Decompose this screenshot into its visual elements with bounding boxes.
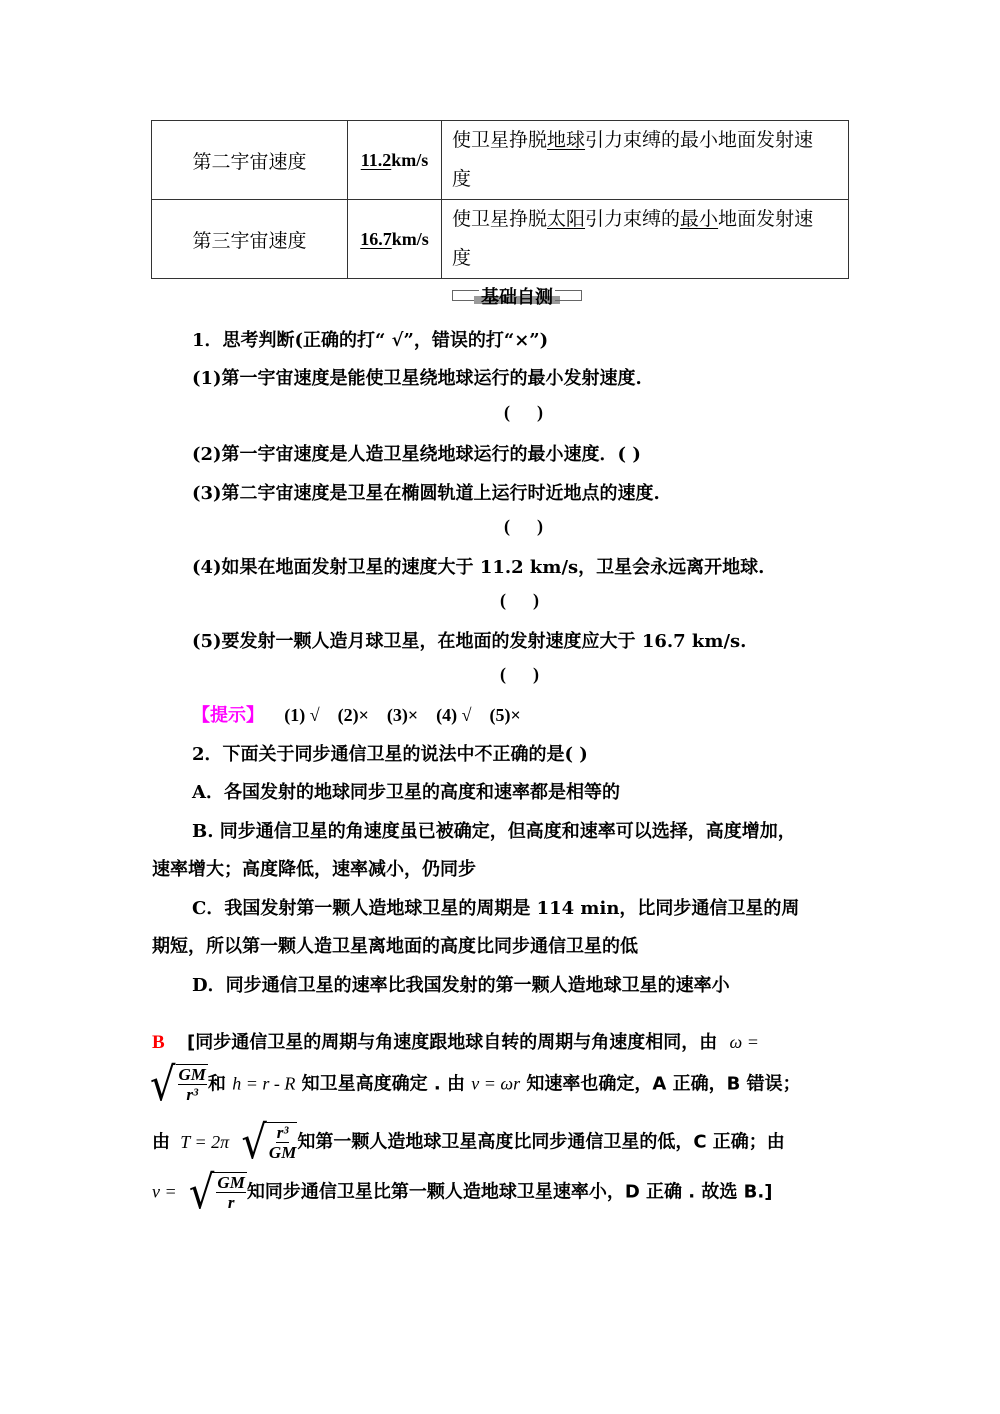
fraction-denominator: r³ — [186, 1085, 199, 1104]
desc-text: 使卫星挣脱 — [452, 129, 548, 151]
fraction-numerator: r³ — [276, 1123, 289, 1142]
hint-label: 【提示】 — [192, 705, 264, 726]
formula-period: T = 2π — [180, 1131, 230, 1152]
q1-item-5: (5)要发射一颗人造月球卫星，在地面的发射速度应大于 16.7 km/s. — [192, 631, 747, 652]
fraction — [269, 1123, 296, 1162]
answer-line-3 — [152, 1116, 785, 1169]
fraction-denominator: r — [227, 1193, 235, 1212]
velocity-unit: km/s — [391, 149, 429, 170]
fraction-numerator: GM — [178, 1065, 206, 1084]
q1-title: 1．思考判断(正确的打“ √”，错误的打“×”) — [192, 330, 549, 351]
formula-height: h = r - R — [232, 1073, 296, 1094]
table-row — [152, 121, 849, 200]
table-row — [152, 200, 849, 279]
desc-underlined: 最小 — [680, 208, 719, 230]
answer-line-4 — [152, 1166, 773, 1219]
explanation-text: 由 — [152, 1131, 170, 1153]
answer-blank: ( ) — [500, 664, 539, 684]
formula-omega: ω = — [729, 1032, 759, 1052]
sqrt-icon: √ — [150, 1058, 176, 1111]
cosmic-velocity-table — [151, 120, 849, 279]
fraction — [216, 1173, 245, 1212]
section-tag — [452, 284, 582, 306]
q2-option-b-cont: 速率增大；高度降低，速率减小，仍同步 — [152, 859, 476, 880]
answer-blank: ( ) — [504, 516, 543, 536]
q1-item-3: (3)第二宇宙速度是卫星在椭圆轨道上运行时近地点的速度. — [192, 483, 660, 504]
fraction-numerator: GM — [217, 1173, 245, 1192]
answer-line-1 — [152, 1028, 759, 1054]
sqrt-radicand — [176, 1064, 208, 1104]
q1-item-1: (1)第一宇宙速度是能使卫星绕地球运行的最小发射速度. — [192, 368, 642, 389]
explanation-text: 知同步通信卫星比第一颗人造地球卫星速率小，D 正确 . 故选 B.] — [246, 1181, 773, 1203]
desc-underlined: 太阳 — [547, 208, 586, 230]
q2-title: 2．下面关于同步通信卫星的说法中不正确的是( ) — [192, 744, 588, 765]
desc-text: 地面发射速 — [718, 208, 814, 230]
answer-blank: ( ) — [504, 402, 543, 422]
q2-option-b: B. 同步通信卫星的角速度虽已被确定，但高度和速率可以选择，高度增加， — [192, 821, 796, 842]
sqrt-radicand — [267, 1122, 297, 1162]
desc-text: 度 — [452, 168, 472, 190]
sqrt-icon: √ — [241, 1116, 267, 1169]
desc-text: 引力束缚的 — [585, 208, 681, 230]
q2-option-c: C．我国发射第一颗人造地球卫星的周期是 114 min，比同步通信卫星的周 — [192, 898, 800, 919]
section-title: 基础自测 — [481, 287, 553, 308]
explanation-text: 知第一颗人造地球卫星高度比同步通信卫星的低，C 正确；由 — [297, 1131, 785, 1153]
velocity-number: 16.7 — [360, 228, 392, 249]
velocity-description — [442, 121, 849, 200]
formula-velocity: v = ωr — [471, 1073, 521, 1094]
velocity-name: 第三宇宙速度 — [152, 200, 348, 279]
explanation-text: [同步通信卫星的周期与角速度跟地球自转的周期与角速度相同，由 — [186, 1032, 718, 1053]
velocity-description — [442, 200, 849, 279]
velocity-number: 11.2 — [360, 149, 392, 170]
velocity-value — [348, 200, 442, 279]
formula-speed: v = — [152, 1181, 177, 1202]
answer-letter: B — [152, 1032, 165, 1053]
desc-underlined: 地球 — [547, 129, 586, 151]
q2-option-c-cont: 期短，所以第一颗人造卫星离地面的高度比同步通信卫星的低 — [152, 936, 638, 957]
sqrt-radicand — [214, 1172, 246, 1212]
explanation-text: 和 — [207, 1073, 226, 1095]
explanation-text: 知速率也确定，A 正确，B 错误； — [526, 1073, 801, 1095]
velocity-unit: km/s — [391, 228, 429, 249]
velocity-name: 第二宇宙速度 — [152, 121, 348, 200]
explanation-text: 知卫星高度确定 . 由 — [301, 1073, 465, 1095]
hint-answers: (1) √ (2)× (3)× (4) √ (5)× — [284, 705, 521, 725]
q2-option-d: D．同步通信卫星的速率比我国发射的第一颗人造地球卫星的速率小 — [192, 975, 730, 996]
velocity-value — [348, 121, 442, 200]
answer-blank: ( ) — [500, 590, 539, 610]
q1-item-4: (4)如果在地面发射卫星的速度大于 11.2 km/s，卫星会永远离开地球. — [192, 557, 765, 578]
hint-row — [192, 701, 521, 727]
q2-option-a: A．各国发射的地球同步卫星的高度和速率都是相等的 — [192, 782, 620, 803]
desc-text: 引力束缚的最小地面发射速 — [585, 129, 814, 151]
q1-item-2: (2)第一宇宙速度是人造卫星绕地球运行的最小速度．( ) — [192, 444, 641, 465]
fraction-denominator: GM — [268, 1143, 297, 1162]
answer-line-2 — [150, 1058, 801, 1111]
sqrt-icon: √ — [188, 1166, 215, 1219]
fraction — [178, 1065, 207, 1104]
desc-text: 度 — [452, 247, 472, 269]
desc-text: 使卫星挣脱 — [452, 208, 548, 230]
